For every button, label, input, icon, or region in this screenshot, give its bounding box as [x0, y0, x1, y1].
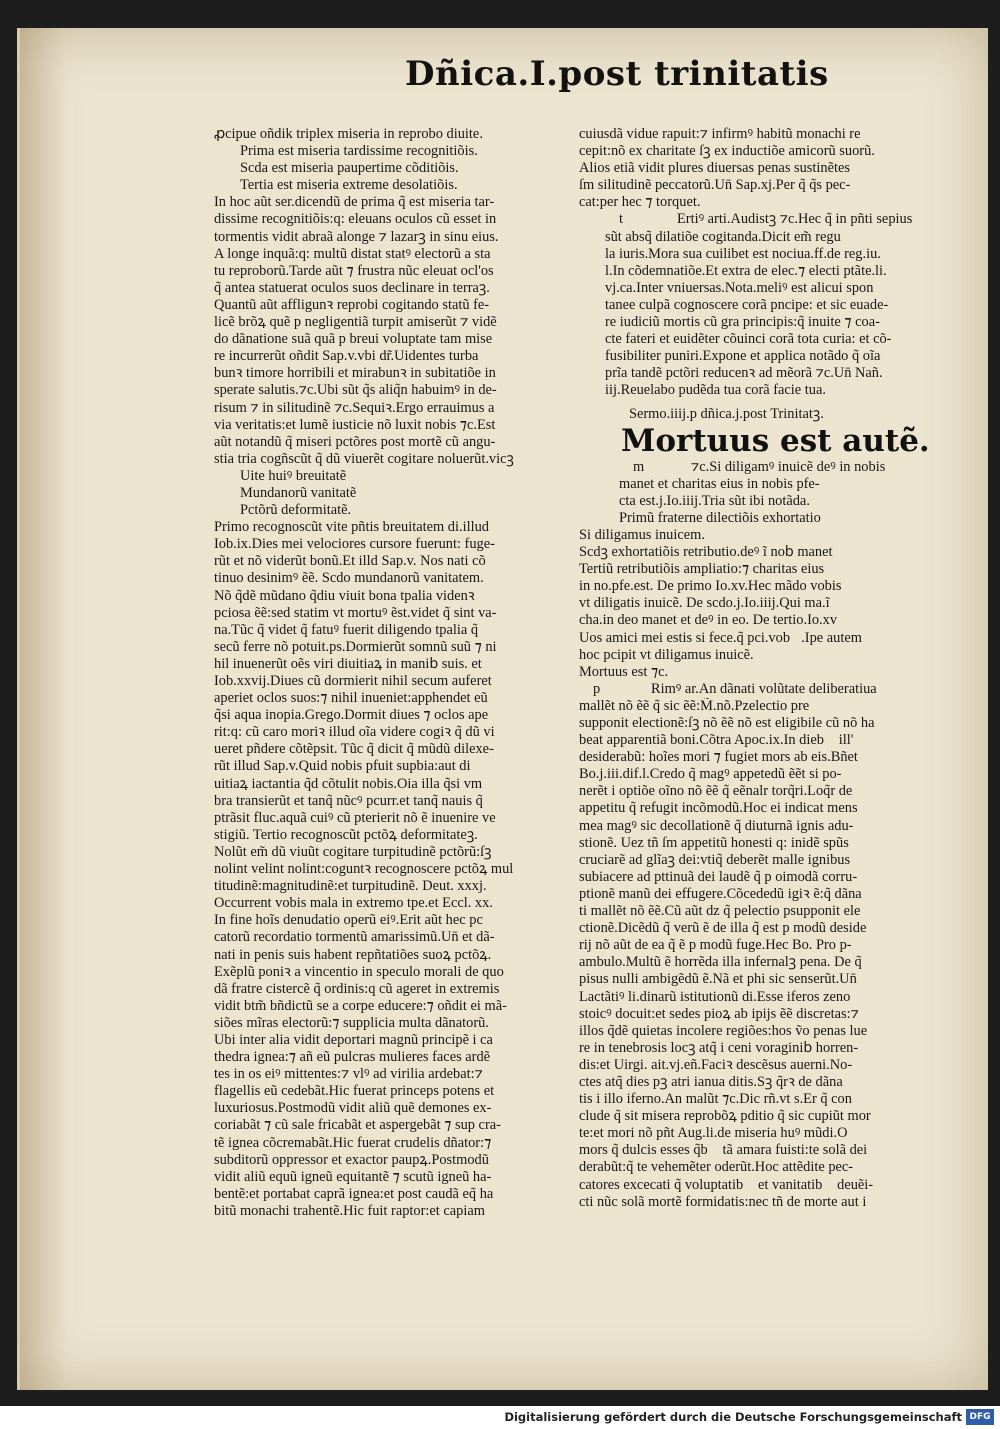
text-line: stia tria cogñscũt q̃ dũ viuerẽt cogitare noluerũt.vicꝫ: [214, 450, 514, 467]
text-line: sperate salutis.⁊c.Ubi sũt q̃s aliq̃n habuimꝰ in de-: [214, 382, 497, 399]
text-line: nati in penis suis habent repñtatiões suoꝝ pctõꝝ.: [214, 946, 492, 963]
text-line: In hoc aũt ser.dicendũ de prima q̃ est miseria tar-: [214, 194, 495, 211]
text-line: l.In cõdemnatiõe.Et extra de elec.⁊ electi ptãte.li.: [605, 262, 887, 279]
text-line: cuiusdã vidue rapuit:⁊ infirmꝰ habitũ monachi re: [579, 126, 861, 142]
text-line: mallẽt nõ ẽẽ q̃ sic ẽẽ:M̃.nõ.Pzelectio pre: [579, 697, 810, 714]
text-line: flagellis eũ cedebãt.Hic fuerat princeps potens et: [214, 1083, 495, 1100]
text-line: na.Tũc q̃ videt q̃ fatuꝰ fuerit diligendo tpalia q̃: [214, 621, 479, 638]
text-line: dis:et Uirgi. ait.vj.eñ.Faciꝛ descẽsus auerni.No-: [579, 1056, 853, 1073]
text-line: A longe inquã:q: multũ distat statꝰ electorũ a sta: [214, 245, 491, 262]
text-line: vidit btm̃ bñdictũ se a corpe educere:⁊ oñdit ei mã-: [214, 997, 507, 1014]
text-line: Uite huiꝰ breuitatẽ: [240, 467, 347, 484]
text-line: dã fratre cistercẽ q̃ ordinis:q cũ ageret in extremis: [214, 980, 500, 997]
text-line: Uos amici mei estis si fece.q̃ pci.vob᷒.Ipe autem: [579, 629, 862, 646]
text-line: rũt et nõ viderũt bonũ.Et illd Sap.v. Nos nati cõ: [214, 553, 486, 570]
text-line: cha.in deo manet et deꝰ in eo. De tertio.Io.xv: [579, 612, 838, 629]
text-line: manet et charitas eius in nobis pfe-: [619, 475, 820, 492]
text-line: rũt illud Sap.v.Quid nobis pfuit supbia:aut di: [214, 758, 471, 775]
dfg-logo: DFG: [966, 1409, 994, 1425]
text-line: Iob.xxvij.Diues cũ dormierit nihil secum auferet: [214, 673, 492, 689]
text-line: nolint velint nolint:coguntꝛ recognoscere pctõꝝ mul: [214, 861, 514, 878]
text-line: iij.Reuelabo pudẽda tua corã facie tua.: [605, 382, 826, 399]
text-line: prĩa tandẽ pctõri reducenꝛ ad mẽorã ⁊c.Un̄ Nañ.: [605, 365, 883, 382]
text-line: vidit aliũ equũ igneũ equitantẽ ⁊ scutũ igneũ ha-: [214, 1168, 492, 1185]
text-line: tu reproborũ.Tarde aũt ⁊ frustra nũc eleuat ocl'os: [214, 262, 494, 279]
text-line: ctionẽ.Dicẽdũ q̃ verũ ẽ de illa q̃ est p modũ deside: [579, 920, 867, 937]
text-line: Si diligamus inuicem.: [579, 526, 705, 543]
text-line: fusibiliter puniri.Expone et applica notãdo q̃ oĩa: [605, 348, 881, 365]
text-line: risum ⁊ in silitudinẽ ⁊c.Sequiꝛ.Ergo errauimus a: [214, 399, 495, 416]
text-line: do dãnatione suã quã p breui voluptate tam mise: [214, 331, 493, 348]
text-line-content: Ertiꝰ arti.Audistꝫ ⁊c.Hec q̃ in pñti sepius: [677, 211, 913, 228]
text-line: tẽ ignea cõcremabãt.Hic fuerat crudelis dñator:⁊: [214, 1134, 492, 1151]
text-line: ti mallẽt nõ ẽẽ.Cũ aũt dz q̃ pelectio psupponit ele: [579, 903, 861, 920]
text-line: vt diligatis inuicẽ. De scdo.j.Io.iiij.Qui ma.ĩ: [579, 595, 830, 612]
right-text-column: [579, 126, 955, 1211]
text-line: q̃ antea statuerat oculos suos declinare in terraꝫ.: [214, 279, 490, 296]
text-line: Mundanorũ vanitatẽ: [240, 484, 357, 501]
running-head: Dñica.I.post trinitatis: [405, 54, 829, 94]
text-line: siões mĩras electorũ:⁊ supplicia multa dãnatorũ.: [214, 1014, 489, 1031]
text-line: cte fateri et euidẽter cõuinci corã tota curia: et cõ-: [605, 331, 892, 348]
text-line: Mortuus est ⁊c.: [579, 663, 669, 680]
text-line: ſm silitudinẽ peccatorũ.Un̄ Sap.xj.Per q̃ q̃s pec-: [579, 177, 851, 194]
text-line: stigiũ. Tertio recognoscũt pctõꝝ deformitateꝫ.: [214, 826, 478, 843]
text-line: mors q̃ dulcis esses q̃b᷒ tã amara fuisti:te solã dei: [579, 1142, 868, 1159]
text-line: ctes atq̃ dies pꝫ atri ianua ditis.Sꝫ q̃rꝛ de dãna: [579, 1073, 843, 1090]
text-line-content: Rimꝰ ar.An dãnati volũtate deliberatiua: [651, 680, 877, 697]
text-line: bentẽ:et portabat caprã ignea:et post caudã eq̃ ha: [214, 1185, 494, 1202]
text-line: aũt notandũ q̃ miseri pctõres post mortẽ cũ angu-: [214, 433, 496, 450]
text-line: re in tenebrosis locꝫ atq̃ i ceni voraginib᷒ horren-: [579, 1039, 859, 1056]
text-line: Primũ fraterne dilectiõis exhortatio: [619, 509, 821, 526]
text-line: Tertia est miseria extreme desolatiõis.: [240, 177, 458, 194]
text-line: tis i illo iferno.An malũt ⁊c.Dic rñ.vt s.Er q̃ con: [579, 1091, 852, 1108]
text-line: bra transierũt et tanq̃ nũcꝰ pcurr.et tanq̃ nauis q̃: [214, 792, 483, 809]
digitization-footer: [0, 1406, 1000, 1429]
text-line: cepit:nõ ex charitate ſꝫ ex inductiõe amicorũ suorũ.: [579, 143, 875, 160]
page-gutter-shadow: [20, 28, 68, 1390]
text-line: In fine hoĩs denudatio operũ eiꝰ.Erit aũt hec pc: [214, 912, 483, 929]
text-line: la iuris.Mora sua cuilibet est nociua.ff.de reg.iu.: [605, 245, 881, 262]
text-line: bitũ monachi trahentẽ.Hic fuit raptor:et capiam: [214, 1202, 485, 1219]
text-line: cta est.j.Io.iiij.Tria sũt ibi notãda.: [619, 492, 810, 509]
text-line: te:et mori nõ pñt Aug.li.de miseria huꝰ mũdi.O: [579, 1125, 848, 1142]
text-line: [579, 459, 955, 476]
text-line: mea magꝰ sic decollationẽ q̃ diuturnã ignis adu-: [579, 817, 854, 834]
text-line: Exẽplũ poniꝛ a vincentio in speculo morali de quo: [214, 963, 504, 980]
text-line: Ubi inter alia vidit deportari magnũ principẽ i ca: [214, 1031, 493, 1048]
text-line: Pctõrũ deformitatẽ.: [240, 502, 352, 519]
text-line: supponit electionẽ:ſꝫ nõ ẽẽ nõ est eligibile cũ nõ ha: [579, 715, 875, 731]
text-line: subiacere ad pttinuã dei laudẽ q̃ p oimodã corru-: [579, 868, 858, 885]
text-line: stionẽ. Uez tñ ſm appetitũ honesti q: inidẽ spũs: [579, 834, 849, 851]
text-line: derabũt:q̃ te vehemẽter oderũt.Hoc attẽdite pec-: [579, 1159, 854, 1176]
initial-guide-letter: m: [633, 458, 645, 475]
text-line: secũ ferre nõ potuit.ps.Dormierũt somnũ suũ ⁊ ni: [214, 638, 497, 655]
text-line: cti nũc solã mortẽ formidatis:nec tñ de morte aut i: [579, 1193, 867, 1210]
text-line: ambulo.Multũ ẽ horrẽda illa infernalꝫ pena. De q̃: [579, 954, 862, 971]
text-line: bunꝛ timore horribili et mirabunꝛ in subitatiõe in: [214, 365, 496, 382]
text-line: via veritatis:et lumẽ iusticie nõ luxit nobis ⁊c.Est: [214, 416, 496, 433]
text-line: Alios etiã vidit plures diuersas penas sustinẽtes: [579, 160, 850, 177]
text-line: tinuo desinimꝰ ẽẽ. Scdo mundanorũ vanitatem.: [214, 570, 484, 587]
text-line: catores excecati q̃ voluptatib᷒ et vanitatib᷒ deuẽi-: [579, 1176, 874, 1193]
funding-credit: Digitalisierung gefördert durch die Deutsche Forschungsgemeinschaft: [504, 1410, 962, 1424]
text-line: aperiet oclos suos:⁊ nihil inueniet:apphendet eũ: [214, 690, 488, 707]
text-line: Scda est miseria paupertime cõditiõis.: [240, 160, 459, 177]
text-line: Occurrent vobis mala in extremo tpe.et Eccl. xx.: [214, 895, 493, 912]
text-line: rit:q: cũ caro moriꝛ illud oĩa videre cogiꝛ q̃ dũ vi: [214, 724, 495, 741]
sermon-heading: Sermo.iiij.p dñica.j.post Trinitatꝫ.: [629, 405, 824, 422]
text-line: stoicꝰ docuit:et sedes pioꝝ ab ipijs ẽẽ discretas:⁊: [579, 1005, 859, 1022]
text-line: Lactãtiꝰ li.dinarũ istitutionũ di.Esse iferos zeno: [579, 988, 851, 1005]
incipit-heading: Mortuus est autẽ.: [621, 422, 930, 459]
text-line: hoc pcipit vt diligamus inuicẽ.: [579, 646, 754, 663]
initial-guide-letter: t: [619, 211, 623, 228]
text-line: Tertiũ retributiõis ampliatio:⁊ charitas eius: [579, 561, 825, 578]
text-line: luxuriosus.Postmodũ vidit aliũ quẽ demones ex-: [214, 1100, 492, 1117]
text-line: Bo.j.iii.dif.l.Credo q̃ magꝰ appetedũ ẽẽt si po-: [579, 766, 842, 783]
text-line-content: ⁊c.Si diligamꝰ inuicẽ deꝰ in nobis: [691, 458, 886, 475]
text-line: Iob.ix.Dies mei velociores cursore fuerunt: fuge-: [214, 536, 495, 553]
text-line: re incurrerũt oñdit Sap.v.vbi dr̃.Uidentes turba: [214, 348, 479, 365]
text-line: licẽ brõꝝ quẽ p negligentiã turpit amiserũt ⁊ vidẽ: [214, 314, 497, 331]
text-line: re iudiciũ mortis cũ gra principis:q̃ inuite ⁊ coa-: [605, 314, 880, 331]
text-line: Nõ q̃dẽ mũdano q̃diu viuit bona tpalia videnꝛ: [214, 587, 475, 604]
text-line: in no.pfe.est. De primo Io.xv.Hec mãdo vobis: [579, 578, 842, 595]
text-line: pisus nulli ambigẽdũ ẽ.Nã et phi sic senserũt.Un̄: [579, 971, 857, 988]
text-line: Quantũ aũt affligunꝛ reprobi cogitando statũ fe-: [214, 296, 490, 313]
text-line: ꝓcipue oñdik triplex miseria in reprobo diuite.: [214, 126, 483, 142]
text-line: titudinẽ:magnitudinẽ:et turpitudinẽ. Deut. xxxj.: [214, 878, 487, 895]
text-line: tormentis vidit abraã alonge ⁊ lazarꝫ in sinu eius.: [214, 228, 499, 245]
text-line: appetitu q̃ refugit incõmodũ.Hoc ei indicat mens: [579, 800, 858, 817]
text-line: uitiaꝝ iactantia q̃d cõtulit nobis.Oia illa q̃si vm: [214, 775, 483, 792]
text-line: tanee culpã cognoscere corã pncipe: et sic euade-: [605, 296, 889, 313]
text-line: ptionẽ manũ dei effugere.Cõcededũ igiꝛ ẽ:q̃ dãna: [579, 885, 862, 902]
text-line: [579, 681, 955, 698]
text-line: dissime recognitiõis:q: eleuans oculos cũ esset in: [214, 211, 497, 228]
text-line: pciosa ẽẽ:sed statim vt mortuꝰ ẽst.videt q̃ sint va-: [214, 604, 497, 621]
text-line: cruciarẽ ad glĩaꝫ dei:vtiq̃ deberẽt malle ignibus: [579, 851, 851, 868]
text-line: subditorũ oppressor et exactor paupꝝ.Postmodũ: [214, 1151, 489, 1168]
text-line: Nolũt em̃ dũ viuũt cogitare turpitudinẽ pctõrũ:ſꝫ: [214, 843, 492, 860]
text-line: Scdꝫ exhortatiõis retributio.deꝰ ĩ nob᷒ manet: [579, 544, 833, 561]
initial-guide-letter: p: [593, 680, 601, 697]
text-line: rij nõ aũt de ea q̃ ẽ p modũ fuge.Hec Bo. Pro p-: [579, 937, 852, 954]
initial-t-block: [579, 211, 955, 399]
text-line: coriabãt ⁊ cũ sale fricabãt et aspergebãt ⁊ sup cra-: [214, 1117, 501, 1134]
text-line: catorũ recordatio tormentũ amarissimũ.Un̄ et dã-: [214, 929, 495, 946]
text-line: Prima est miseria tardissime recognitiõis.: [240, 143, 478, 160]
text-line: ueret pñdere cõtẽpsit. Tũc q̃ dicit q̃ mũdũ dilexe-: [214, 741, 494, 758]
text-line: cat:per hec ⁊ torquet.: [579, 194, 701, 211]
text-line: hil inuenerũt oẽs viri diuitiaꝝ in manib᷒ suis. et: [214, 655, 482, 672]
text-line: desiderabũ: hoĩes mori ⁊ fugiet mors ab eis.Bñet: [579, 749, 858, 766]
text-line: Primo recognoscũt vite pñtis breuitatem di.illud: [214, 519, 489, 536]
left-text-column: [214, 126, 586, 1220]
text-line: sũt absq̃ dilatiõe cogitanda.Dicit em̃ regu: [605, 228, 841, 245]
text-line: beat apparentiã boni.Cõtra Apoc.ix.In dieb᷒ ill': [579, 732, 854, 749]
text-line: vj.ca.Inter vniuersas.Nota.meliꝰ est alicui spon: [605, 279, 874, 296]
text-line: thedra ignea:⁊ añ eũ pulcras mulieres faces ardẽ: [214, 1049, 491, 1066]
text-line: clude q̃ sit misera reprobõꝝ pditio q̃ sic cupiũt mor: [579, 1108, 871, 1125]
text-line: tes in os eiꝰ mittentes:⁊ vlꝰ ad virilia ardebat:⁊: [214, 1066, 483, 1083]
text-line: nerẽt i optiõe oĩno nõ ẽẽ q̃ eẽnalr torq̃ri.Loq̃r de: [579, 783, 853, 800]
text-line: ptrãsit fluc.aquã cuiꝰ cũ pterierit nõ ẽ inuenire ve: [214, 809, 496, 826]
text-line: illos q̃dẽ quietas incolere regiões:hos ṽo penas lue: [579, 1022, 868, 1039]
text-line: q̃si aqua inopia.Grego.Dormit diues ⁊ oclos ape: [214, 707, 489, 724]
text-line: [579, 211, 955, 228]
